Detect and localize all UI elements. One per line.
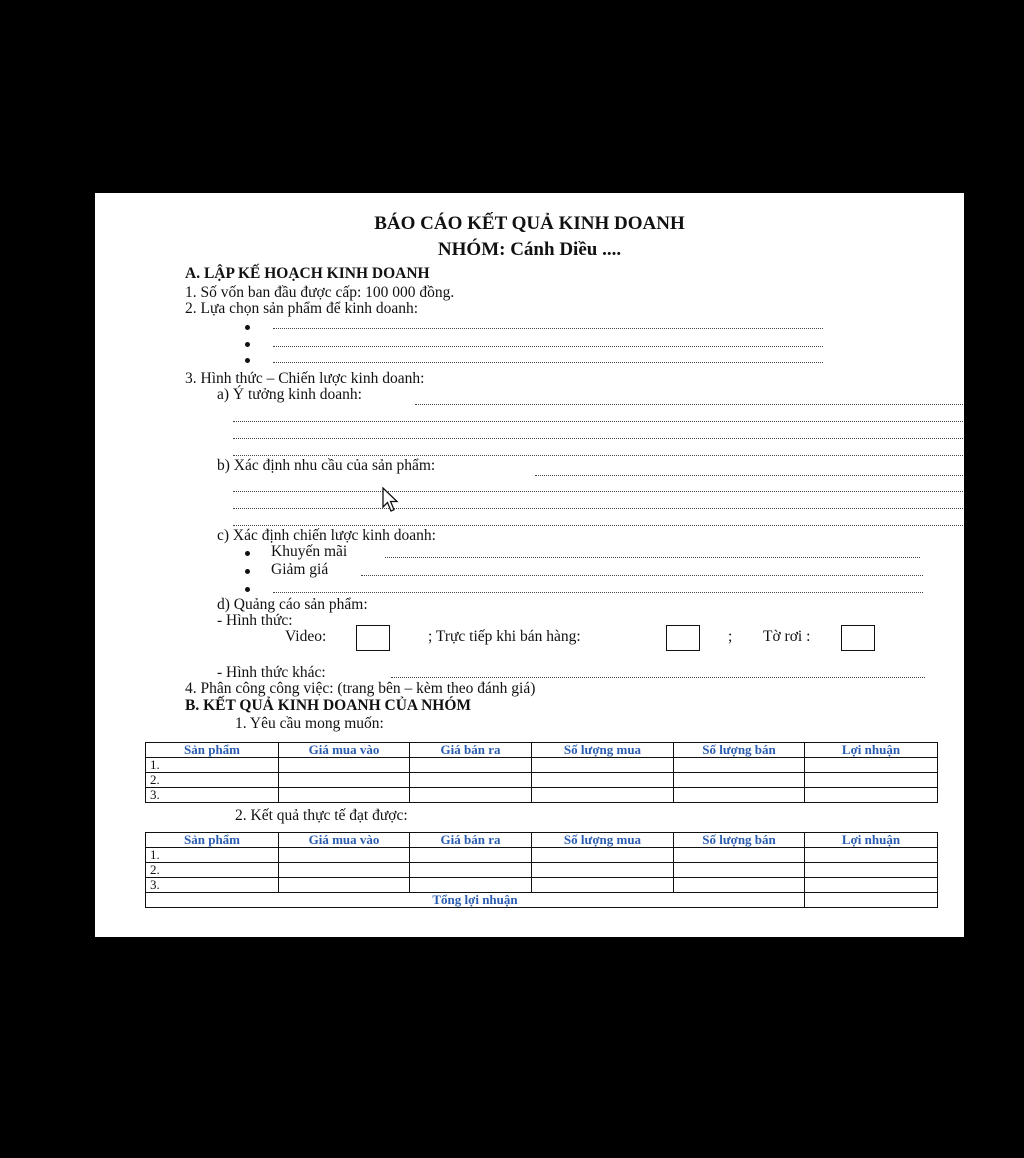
bullet-icon [245, 342, 250, 347]
promo-label: Khuyến mãi [271, 543, 348, 560]
col-buy-price: Giá mua vào [279, 833, 410, 848]
col-profit: Lợi nhuận [805, 743, 938, 758]
total-profit-cell[interactable] [805, 893, 938, 908]
table-cell[interactable] [279, 848, 410, 863]
col-sell-price: Giá bán ra [410, 743, 532, 758]
fill-line[interactable] [391, 677, 925, 678]
table-cell[interactable] [279, 773, 410, 788]
table-cell[interactable] [805, 758, 938, 773]
row-number: 2. [146, 773, 279, 788]
expected-heading: 1. Yêu cầu mong muốn: [235, 715, 384, 732]
actual-table [145, 832, 938, 908]
fill-line[interactable] [233, 508, 963, 509]
fill-line[interactable] [233, 491, 963, 492]
col-sell-qty: Số lượng bán [674, 743, 805, 758]
row-number: 2. [146, 863, 279, 878]
table-cell[interactable] [279, 878, 410, 893]
report-subtitle: NHÓM: Cánh Diều .... [437, 239, 622, 260]
col-buy-price: Giá mua vào [279, 743, 410, 758]
table-cell[interactable] [674, 758, 805, 773]
other-form-label: - Hình thức khác: [217, 664, 326, 681]
table-cell[interactable] [532, 878, 674, 893]
row-number: 1. [146, 758, 279, 773]
col-product: Sản phẩm [146, 833, 279, 848]
bullet-icon [245, 587, 250, 592]
table-cell[interactable] [279, 758, 410, 773]
fill-line[interactable] [361, 575, 923, 576]
table-header-row [146, 743, 938, 758]
table-row [146, 878, 938, 893]
capital-line: 1. Số vốn ban đầu được cấp: 100 000 đồng. [185, 284, 455, 301]
table-cell[interactable] [805, 863, 938, 878]
table-cell[interactable] [532, 788, 674, 803]
strategy-line: 3. Hình thức – Chiến lược kinh doanh: [185, 370, 425, 387]
table-cell[interactable] [805, 848, 938, 863]
fill-line[interactable] [233, 525, 963, 526]
section-a-heading: A. LẬP KẾ HOẠCH KINH DOANH [185, 265, 430, 282]
col-sell-price: Giá bán ra [410, 833, 532, 848]
table-row [146, 758, 938, 773]
table-cell[interactable] [532, 848, 674, 863]
table-cell[interactable] [674, 788, 805, 803]
row-number: 3. [146, 788, 279, 803]
col-buy-qty: Số lượng mua [532, 833, 674, 848]
flyer-label: Tờ rơi : [763, 628, 811, 645]
actual-heading: 2. Kết quả thực tế đạt được: [235, 807, 408, 824]
col-profit: Lợi nhuận [805, 833, 938, 848]
product-choice-line: 2. Lựa chọn sản phẩm để kinh doanh: [185, 300, 419, 317]
business-strategy-line: c) Xác định chiến lược kinh doanh: [217, 527, 436, 544]
table-cell[interactable] [410, 788, 532, 803]
table-cell[interactable] [674, 863, 805, 878]
fill-line[interactable] [233, 438, 963, 439]
col-product: Sản phẩm [146, 743, 279, 758]
fill-line[interactable] [273, 328, 823, 329]
table-cell[interactable] [674, 878, 805, 893]
table-row [146, 788, 938, 803]
fill-line[interactable] [415, 404, 963, 405]
table-cell[interactable] [674, 773, 805, 788]
discount-label: Giảm giá [271, 561, 329, 578]
table-cell[interactable] [410, 863, 532, 878]
video-label: Video: [285, 628, 327, 645]
table-cell[interactable] [279, 863, 410, 878]
col-sell-qty: Số lượng bán [674, 833, 805, 848]
expected-table [145, 742, 938, 803]
table-cell[interactable] [279, 788, 410, 803]
section-b-heading: B. KẾT QUẢ KINH DOANH CỦA NHÓM [185, 697, 472, 714]
fill-line[interactable] [273, 346, 823, 347]
report-page [95, 193, 964, 937]
table-cell[interactable] [805, 878, 938, 893]
direct-sale-checkbox[interactable] [666, 625, 700, 651]
table-cell[interactable] [410, 878, 532, 893]
table-row [146, 773, 938, 788]
fill-line[interactable] [273, 592, 923, 593]
row-number: 1. [146, 848, 279, 863]
table-cell[interactable] [410, 758, 532, 773]
bullet-icon [245, 569, 250, 574]
bullet-icon [245, 325, 250, 330]
separator-label: ; [728, 628, 733, 645]
demand-line: b) Xác định nhu cầu của sản phẩm: [217, 457, 436, 474]
fill-line[interactable] [273, 362, 823, 363]
advertising-line: d) Quảng cáo sản phẩm: [217, 596, 368, 613]
task-assignment-line: 4. Phân công công việc: (trang bên – kèm theo đánh giá) [185, 680, 536, 697]
table-cell[interactable] [410, 848, 532, 863]
table-row [146, 863, 938, 878]
table-header-row [146, 833, 938, 848]
table-cell[interactable] [410, 773, 532, 788]
row-number: 3. [146, 878, 279, 893]
table-cell[interactable] [674, 848, 805, 863]
fill-line[interactable] [233, 455, 963, 456]
mouse-cursor-icon [382, 487, 400, 513]
table-row [146, 848, 938, 863]
table-cell[interactable] [532, 758, 674, 773]
fill-line[interactable] [535, 475, 963, 476]
fill-line[interactable] [385, 557, 920, 558]
table-cell[interactable] [805, 773, 938, 788]
total-row [146, 893, 938, 908]
flyer-checkbox[interactable] [841, 625, 875, 651]
form-label: - Hình thức: [217, 612, 293, 629]
table-cell[interactable] [532, 773, 674, 788]
bullet-icon [245, 358, 250, 363]
direct-sale-label: ; Trực tiếp khi bán hàng: [428, 628, 581, 645]
col-buy-qty: Số lượng mua [532, 743, 674, 758]
table-cell[interactable] [532, 863, 674, 878]
bullet-icon [245, 551, 250, 556]
video-checkbox[interactable] [356, 625, 390, 651]
fill-line[interactable] [233, 421, 963, 422]
idea-line: a) Ý tưởng kinh doanh: [217, 386, 362, 403]
total-profit-label: Tổng lợi nhuận [146, 893, 805, 908]
report-title: BÁO CÁO KẾT QUẢ KINH DOANH [374, 213, 685, 234]
table-cell[interactable] [805, 788, 938, 803]
